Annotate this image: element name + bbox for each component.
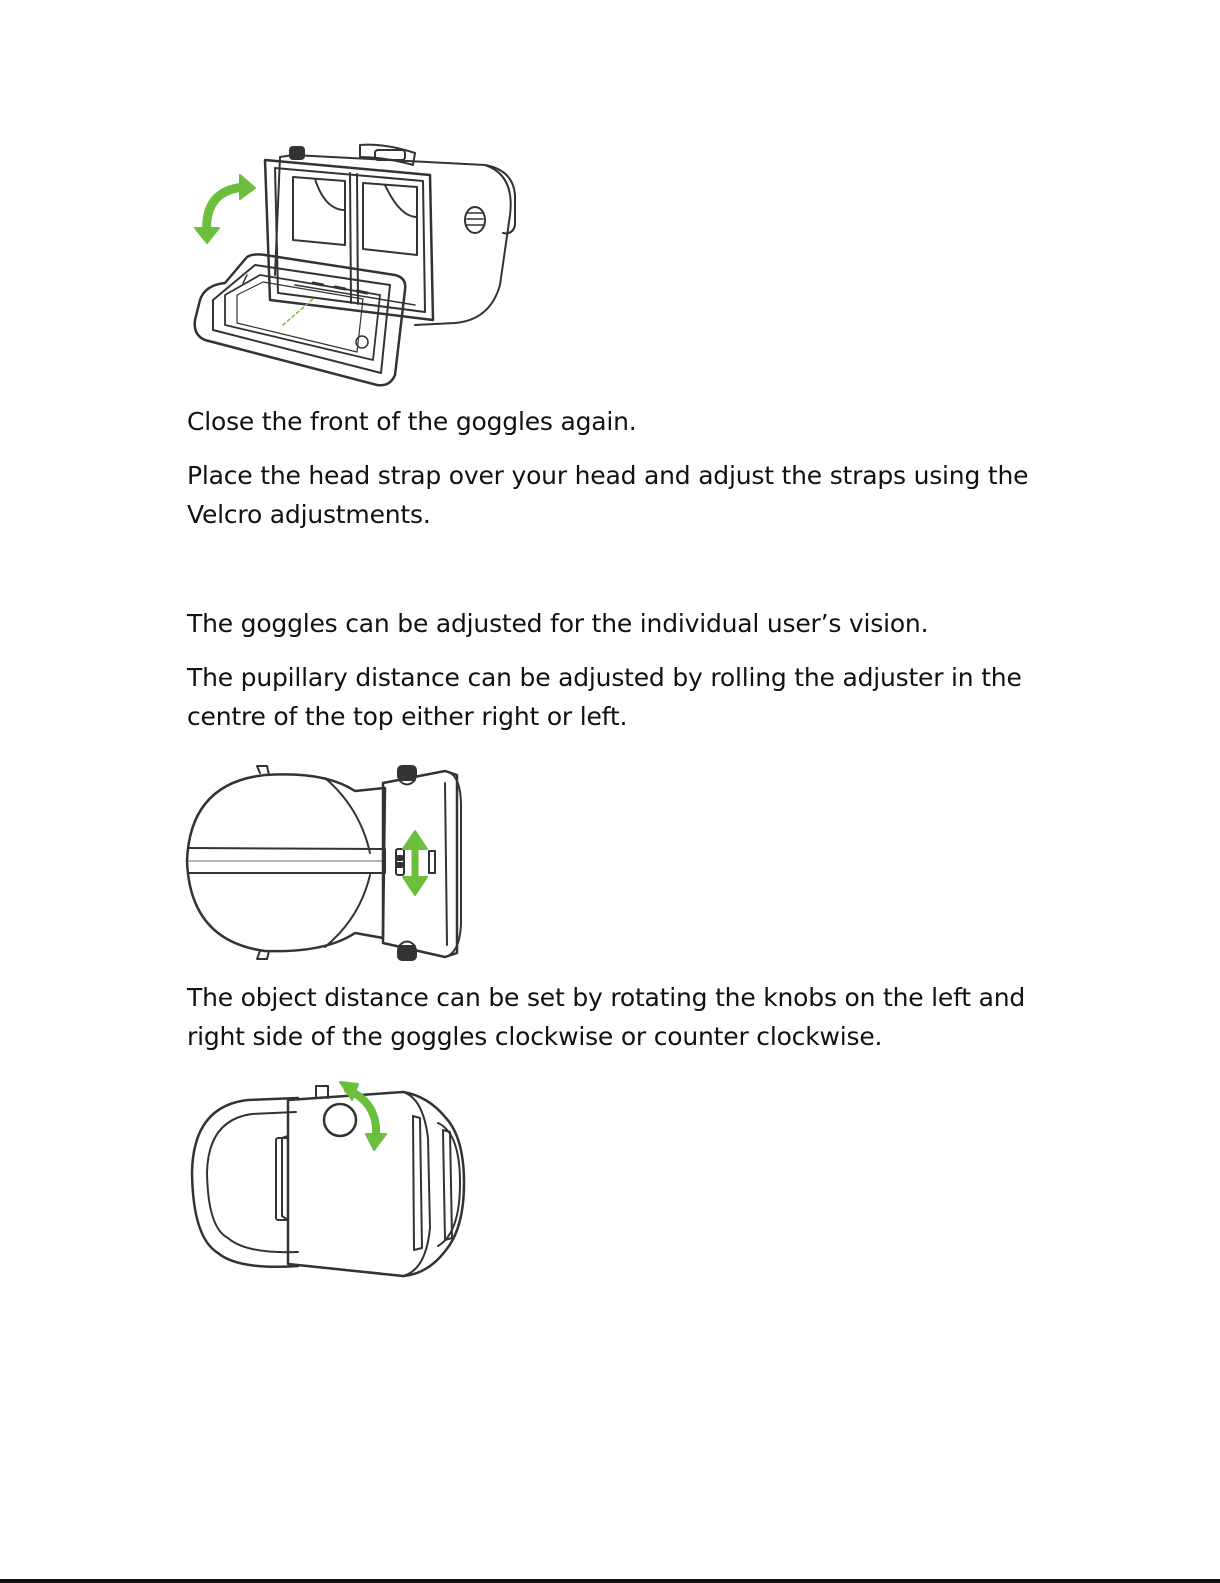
close-front-text: Close the front of the goggles again. <box>187 407 637 436</box>
vision-text: The goggles can be adjusted for the individual user’s vision. <box>187 609 929 638</box>
head-strap-line1: Place the head strap over your head and adjust the straps using the <box>187 461 1029 490</box>
goggles-top-view-illustration <box>185 763 470 963</box>
goggles-side-view-illustration <box>188 1078 478 1288</box>
pupillary-line2: centre of the top either right or left. <box>187 702 628 731</box>
page-bottom-rule <box>0 1579 1220 1583</box>
goggles-front-open-illustration <box>185 135 535 390</box>
instruction-close-front <box>187 402 1047 441</box>
object-line1: The object distance can be set by rotating the knobs on the left and <box>187 983 1026 1012</box>
instruction-vision <box>187 604 1047 643</box>
head-strap-line2: Velcro adjustments. <box>187 500 431 529</box>
instruction-head-strap <box>187 456 1047 534</box>
instruction-pupillary <box>187 658 1047 736</box>
instruction-object-distance <box>187 978 1047 1056</box>
object-line2: right side of the goggles clockwise or counter clockwise. <box>187 1022 883 1051</box>
pupillary-line1: The pupillary distance can be adjusted by rolling the adjuster in the <box>187 663 1022 692</box>
